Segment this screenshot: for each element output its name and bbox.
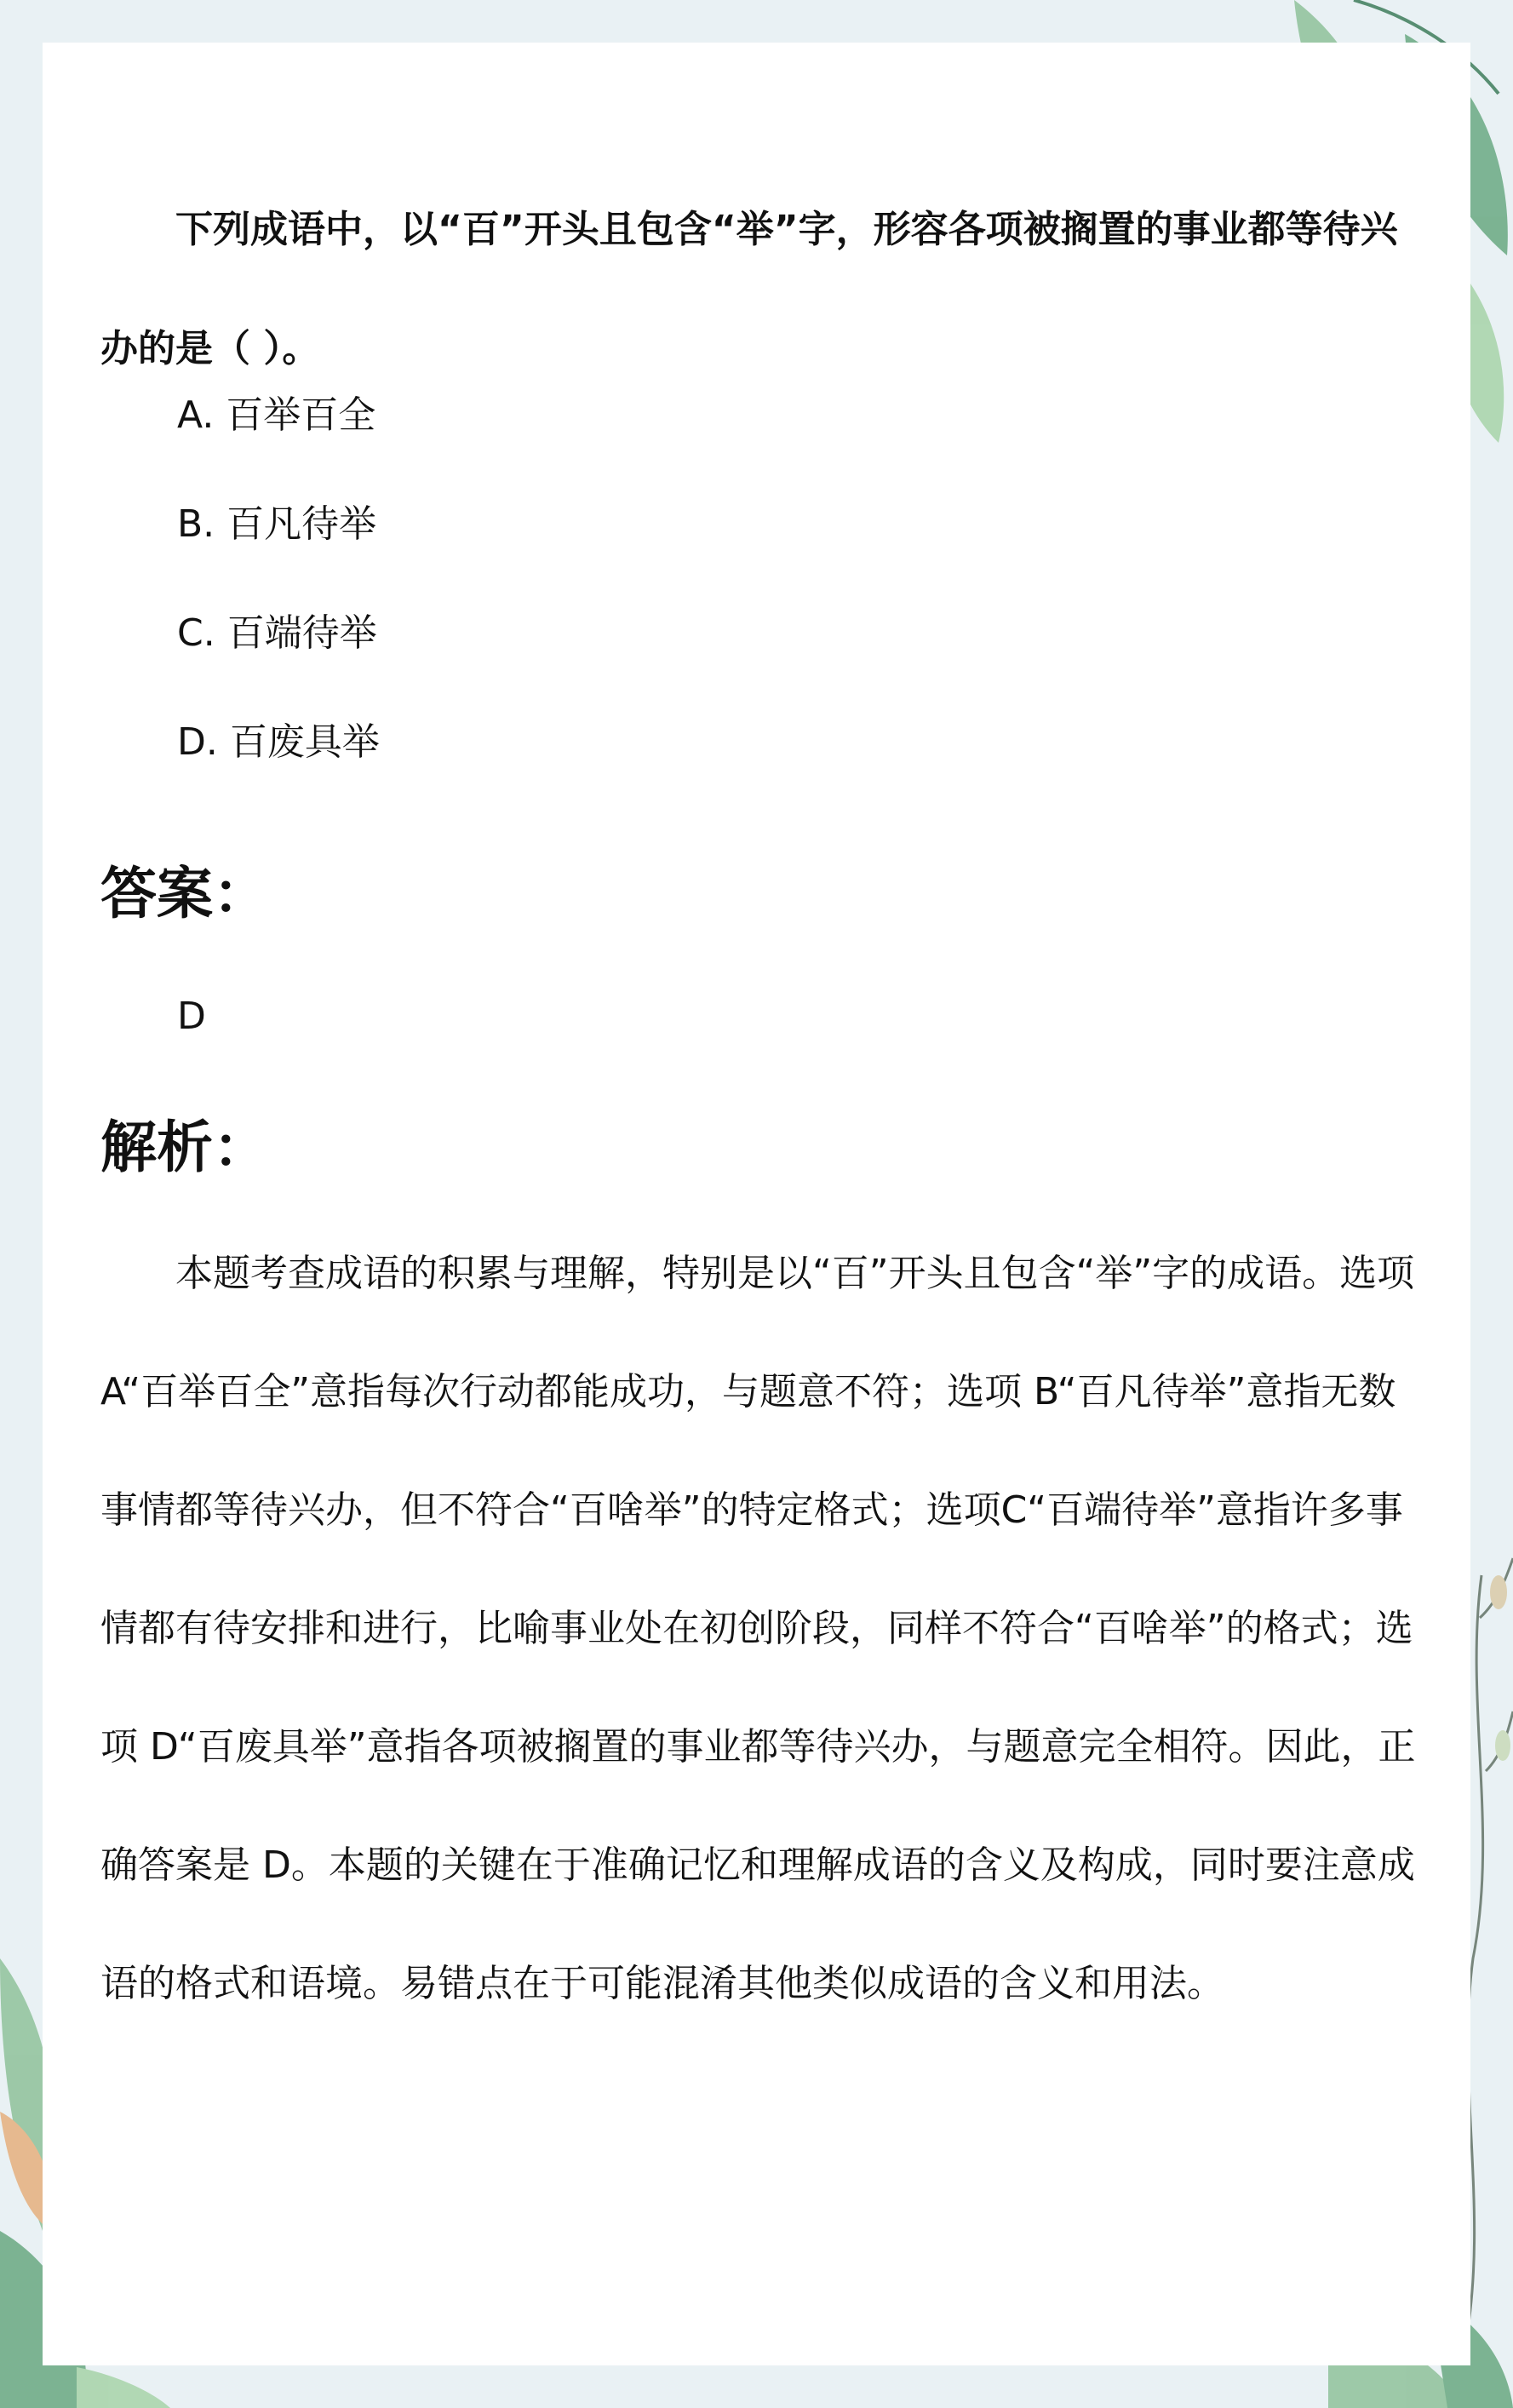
option-a: A. 百举百全: [177, 393, 376, 437]
analysis-text: 本题考查成语的积累与理解，特别是以“百”开头且包含“举”字的成语。选项 A“百举百全”意指每次行动都能成功，与题意不符；选项 B“百凡待举”意指无数事情都等待兴办，但不符合“百啥举”的特定格式；选项C“百端待举”意指许多事情都有待安排和进行，比喻事业处在初创阶段，同样不符合“百啥举”的格式；选项 D“百废具举”意指各项被搁置的事业都等待兴办，与题意完全相符。因此，正确答案是 D。本题的关键在于准确记忆和理解成语的含义及构成，同时要注意成语的格式和语境。易错点在于可能混淆其他类似成语的含义和用法。: [100, 1252, 1416, 2005]
analysis-heading: 解析：: [100, 1115, 269, 1180]
option-c: C. 百端待举: [177, 611, 377, 655]
option-b: B. 百凡待举: [177, 502, 377, 546]
right-twig-decoration: [1464, 1558, 1513, 2350]
content-card: [43, 43, 1470, 2365]
question-text: 下列成语中，以“百”开头且包含“举”字，形容各项被搁置的事业都等待兴办的是（ ）。: [100, 208, 1398, 370]
answer-heading: 答案：: [100, 861, 269, 926]
option-d: D. 百废具举: [177, 720, 380, 764]
answer-value: D: [177, 995, 206, 1038]
